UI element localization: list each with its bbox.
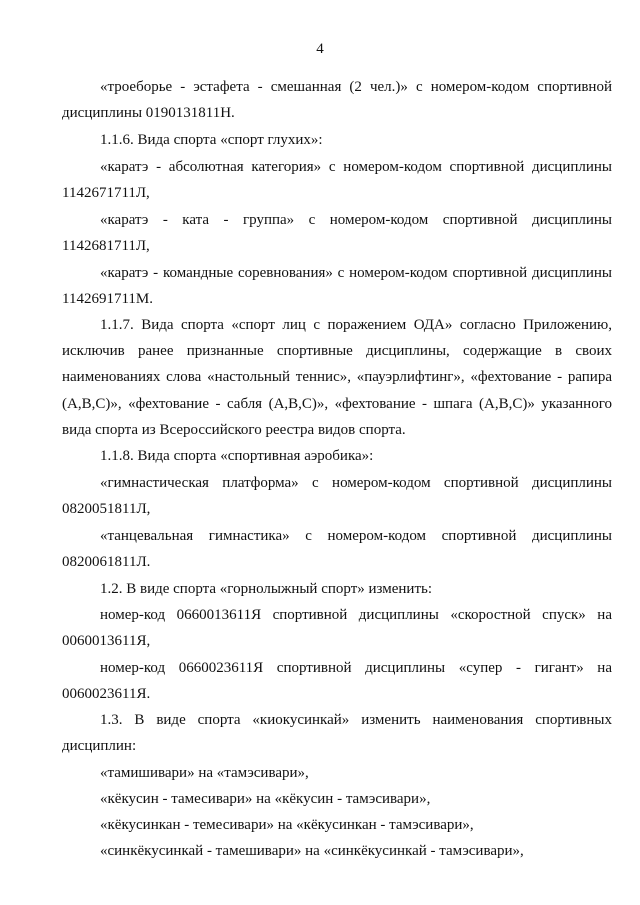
text-line: 0820051811Л,: [62, 501, 151, 517]
text-line: 0820061811Л.: [62, 554, 151, 570]
text-line: 1142681711Л,: [62, 238, 150, 254]
text-line: 1142691711М.: [62, 291, 153, 307]
text-line: «каратэ - командные соревнования» с номером-кодом спортивной дисциплины: [100, 265, 612, 281]
page-number: 4: [316, 41, 324, 57]
text-line: дисциплины 0190131811Н.: [62, 105, 235, 121]
text-line: 0060013611Я,: [62, 633, 151, 649]
text-line: исключив ранее признанные спортивные дисциплины, содержащие в своих: [62, 343, 612, 359]
list-item: «тамишивари» на «тамэсивари»,: [100, 765, 309, 781]
text-line: наименованиях слова «настольный теннис», «пауэрлифтинг», «фехтование - рапира: [62, 369, 612, 385]
text-line: «троеборье - эстафета - смешанная (2 чел.)» с номером-кодом спортивной: [100, 79, 612, 95]
section-heading: 1.1.7. Вида спорта «спорт лиц с поражением ОДА» согласно Приложению,: [100, 317, 612, 333]
list-item: «кёкусин - тамесивари» на «кёкусин - тамэсивари»,: [100, 791, 431, 807]
text-line: 0060023611Я.: [62, 686, 151, 702]
section-heading: 1.1.8. Вида спорта «спортивная аэробика»:: [100, 448, 374, 464]
section-heading: 1.1.6. Вида спорта «спорт глухих»:: [100, 132, 323, 148]
text-line: дисциплин:: [62, 738, 137, 754]
text-line: «гимнастическая платформа» с номером-кодом спортивной дисциплины: [100, 475, 612, 491]
text-line: номер-код 0660013611Я спортивной дисциплины «скоростной спуск» на: [100, 607, 612, 623]
list-item: «синкёкусинкай - тамешивари» на «синкёкусинкай - тамэсивари»,: [100, 843, 524, 859]
text-line: номер-код 0660023611Я спортивной дисциплины «супер - гигант» на: [100, 660, 612, 676]
text-line: вида спорта из Всероссийского реестра видов спорта.: [62, 422, 406, 438]
text-line: 1142671711Л,: [62, 185, 150, 201]
list-item: «кёкусинкан - темесивари» на «кёкусинкан - тамэсивари»,: [100, 817, 474, 833]
section-heading: 1.3. В виде спорта «киокусинкай» изменить наименования спортивных: [100, 712, 612, 728]
section-heading: 1.2. В виде спорта «горнолыжный спорт» изменить:: [100, 581, 433, 597]
text-line: (А,В,С)», «фехтование - сабля (А,В,С)», «фехтование - шпага (А,В,С)» указанного: [62, 396, 612, 412]
text-line: «каратэ - абсолютная категория» с номером-кодом спортивной дисциплины: [100, 159, 612, 175]
text-line: «каратэ - ката - группа» с номером-кодом спортивной дисциплины: [100, 212, 612, 228]
text-line: «танцевальная гимнастика» с номером-кодом спортивной дисциплины: [100, 528, 612, 544]
